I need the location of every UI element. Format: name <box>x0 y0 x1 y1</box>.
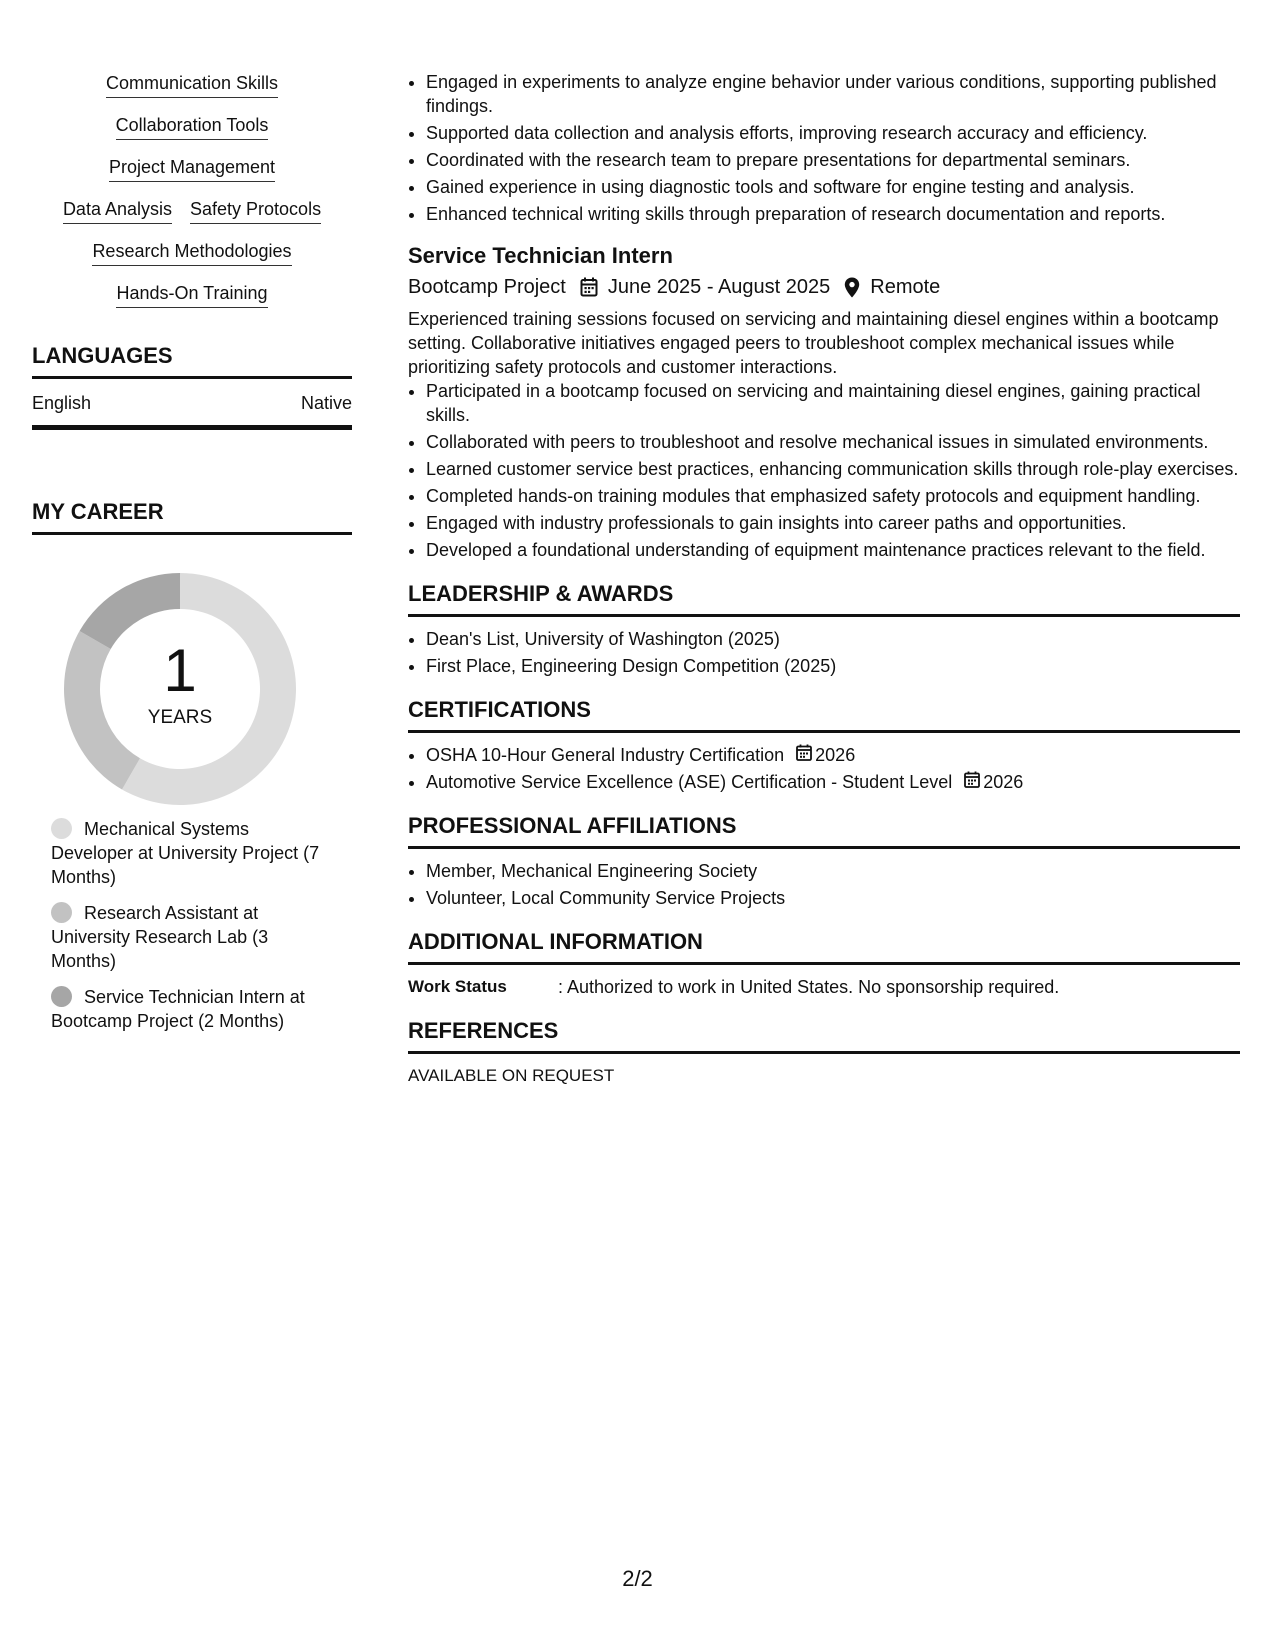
role-location: Remote <box>870 276 941 298</box>
legend-dot <box>51 986 72 1007</box>
skill-row <box>32 280 352 308</box>
career-legend-item <box>51 817 321 889</box>
skill-row <box>32 196 352 224</box>
role-description: Experienced training sessions focused on servicing and maintaining diesel engines within a bootcamp setting. Collaborative initiatives engaged peers to troubleshoot complex mechanical issues while prioritizing safety protocols and customer interactions. <box>408 309 1219 377</box>
role-title: Service Technician Intern <box>408 243 673 268</box>
skill-tag: Research Methodologies <box>92 238 291 266</box>
work-status-row <box>408 975 1240 999</box>
career-legend-text: Service Technician Intern at Bootcamp Project (2 Months) <box>51 987 305 1031</box>
bullet-item: • Enhanced technical writing skills through preparation of research documentation and reports. <box>426 202 1240 226</box>
certifications-heading: CERTIFICATIONS <box>408 696 1240 733</box>
calendar-icon <box>580 277 598 297</box>
skill-tag: Data Analysis <box>63 196 172 224</box>
career-total-unit: YEARS <box>147 707 213 728</box>
certification-year: 2026 <box>815 745 856 765</box>
language-name: English <box>32 393 92 413</box>
leadership-list <box>408 627 1240 678</box>
certification-name: OSHA 10-Hour General Industry Certification <box>426 745 785 765</box>
skill-tag: Collaboration Tools <box>116 112 269 140</box>
legend-dot <box>51 818 72 839</box>
career-total-years: 1 <box>163 637 197 704</box>
career-legend-text: Research Assistant at University Research Lab (3 Months) <box>51 903 269 971</box>
career-donut-chart <box>32 565 332 805</box>
award-item: • First Place, Engineering Design Competition (2025) <box>426 654 1240 678</box>
skill-row <box>32 238 352 266</box>
career-heading: MY CAREER <box>32 498 352 535</box>
skill-tag: Communication Skills <box>106 70 278 98</box>
bullet-item: • Engaged in experiments to analyze engine behavior under various conditions, supporting published findings. <box>426 70 1240 118</box>
bullet-item: • Developed a foundational understanding of equipment maintenance practices relevant to the field. <box>426 538 1240 562</box>
certification-date <box>964 770 1023 794</box>
skill-row <box>32 112 352 140</box>
bullet-item: • Learned customer service best practices, enhancing communication skills through role-play exercises. <box>426 457 1240 481</box>
leadership-heading: LEADERSHIP & AWARDS <box>408 580 1240 617</box>
work-status-label: Work Status <box>408 977 507 996</box>
work-status-value: : Authorized to work in United States. No sponsorship required. <box>558 977 1060 997</box>
references-heading: REFERENCES <box>408 1017 1240 1054</box>
languages-heading: LANGUAGES <box>32 342 352 379</box>
bullet-item: • Completed hands-on training modules that emphasized safety protocols and equipment handling. <box>426 484 1240 508</box>
bullet-item: • Participated in a bootcamp focused on servicing and maintaining diesel engines, gaining practical skills. <box>426 379 1240 427</box>
bullet-item: • Supported data collection and analysis efforts, improving research accuracy and efficiency. <box>426 121 1240 145</box>
role-meta <box>408 273 1240 301</box>
career-legend-text: Mechanical Systems Developer at University Project (7 Months) <box>51 819 320 887</box>
additional-heading: ADDITIONAL INFORMATION <box>408 928 1240 965</box>
bullet-item: • Coordinated with the research team to prepare presentations for departmental seminars. <box>426 148 1240 172</box>
language-row <box>32 379 352 430</box>
certification-item <box>426 770 1240 794</box>
bullet-item: • Collaborated with peers to troubleshoot and resolve mechanical issues in simulated environments. <box>426 430 1240 454</box>
career-legend-item <box>51 901 321 973</box>
calendar-icon <box>964 770 983 794</box>
career-legend-item <box>51 985 321 1033</box>
skill-row <box>32 70 352 98</box>
right-column <box>408 70 1240 1088</box>
additional-section <box>408 928 1240 999</box>
certifications-list <box>408 743 1240 794</box>
award-item: • Dean's List, University of Washington (2025) <box>426 627 1240 651</box>
bullet-item: • Gained experience in using diagnostic tools and software for engine testing and analysis. <box>426 175 1240 199</box>
affiliation-item: • Volunteer, Local Community Service Projects <box>426 886 1240 910</box>
leadership-section <box>408 580 1240 678</box>
bullet-item: • Engaged with industry professionals to gain insights into career paths and opportunities. <box>426 511 1240 535</box>
certification-date <box>796 743 855 767</box>
affiliations-list <box>408 859 1240 910</box>
certification-year: 2026 <box>983 772 1024 792</box>
role-bullets <box>408 379 1240 562</box>
references-section <box>408 1017 1240 1088</box>
location-pin-icon <box>844 277 860 298</box>
affiliation-item: • Member, Mechanical Engineering Society <box>426 859 1240 883</box>
skill-row <box>32 154 352 182</box>
previous-role-bullets <box>408 70 1240 226</box>
left-column <box>32 70 352 1045</box>
affiliations-section <box>408 812 1240 910</box>
language-level: Native <box>300 393 352 413</box>
career-legend <box>32 817 321 1033</box>
certification-item <box>426 743 1240 767</box>
affiliations-heading: PROFESSIONAL AFFILIATIONS <box>408 812 1240 849</box>
skills-list <box>32 70 352 308</box>
calendar-icon <box>796 743 815 767</box>
certification-name: Automotive Service Excellence (ASE) Certification - Student Level <box>426 772 953 792</box>
skill-tag: Safety Protocols <box>190 196 321 224</box>
skill-tag: Project Management <box>109 154 275 182</box>
role-company: Bootcamp Project <box>408 276 566 298</box>
legend-dot <box>51 902 72 923</box>
page-number: 2/2 <box>622 1566 653 1591</box>
certifications-section <box>408 696 1240 794</box>
references-text: AVAILABLE ON REQUEST <box>408 1066 615 1085</box>
role-dates: June 2025 - August 2025 <box>607 276 831 298</box>
skill-tag: Hands-On Training <box>116 280 267 308</box>
